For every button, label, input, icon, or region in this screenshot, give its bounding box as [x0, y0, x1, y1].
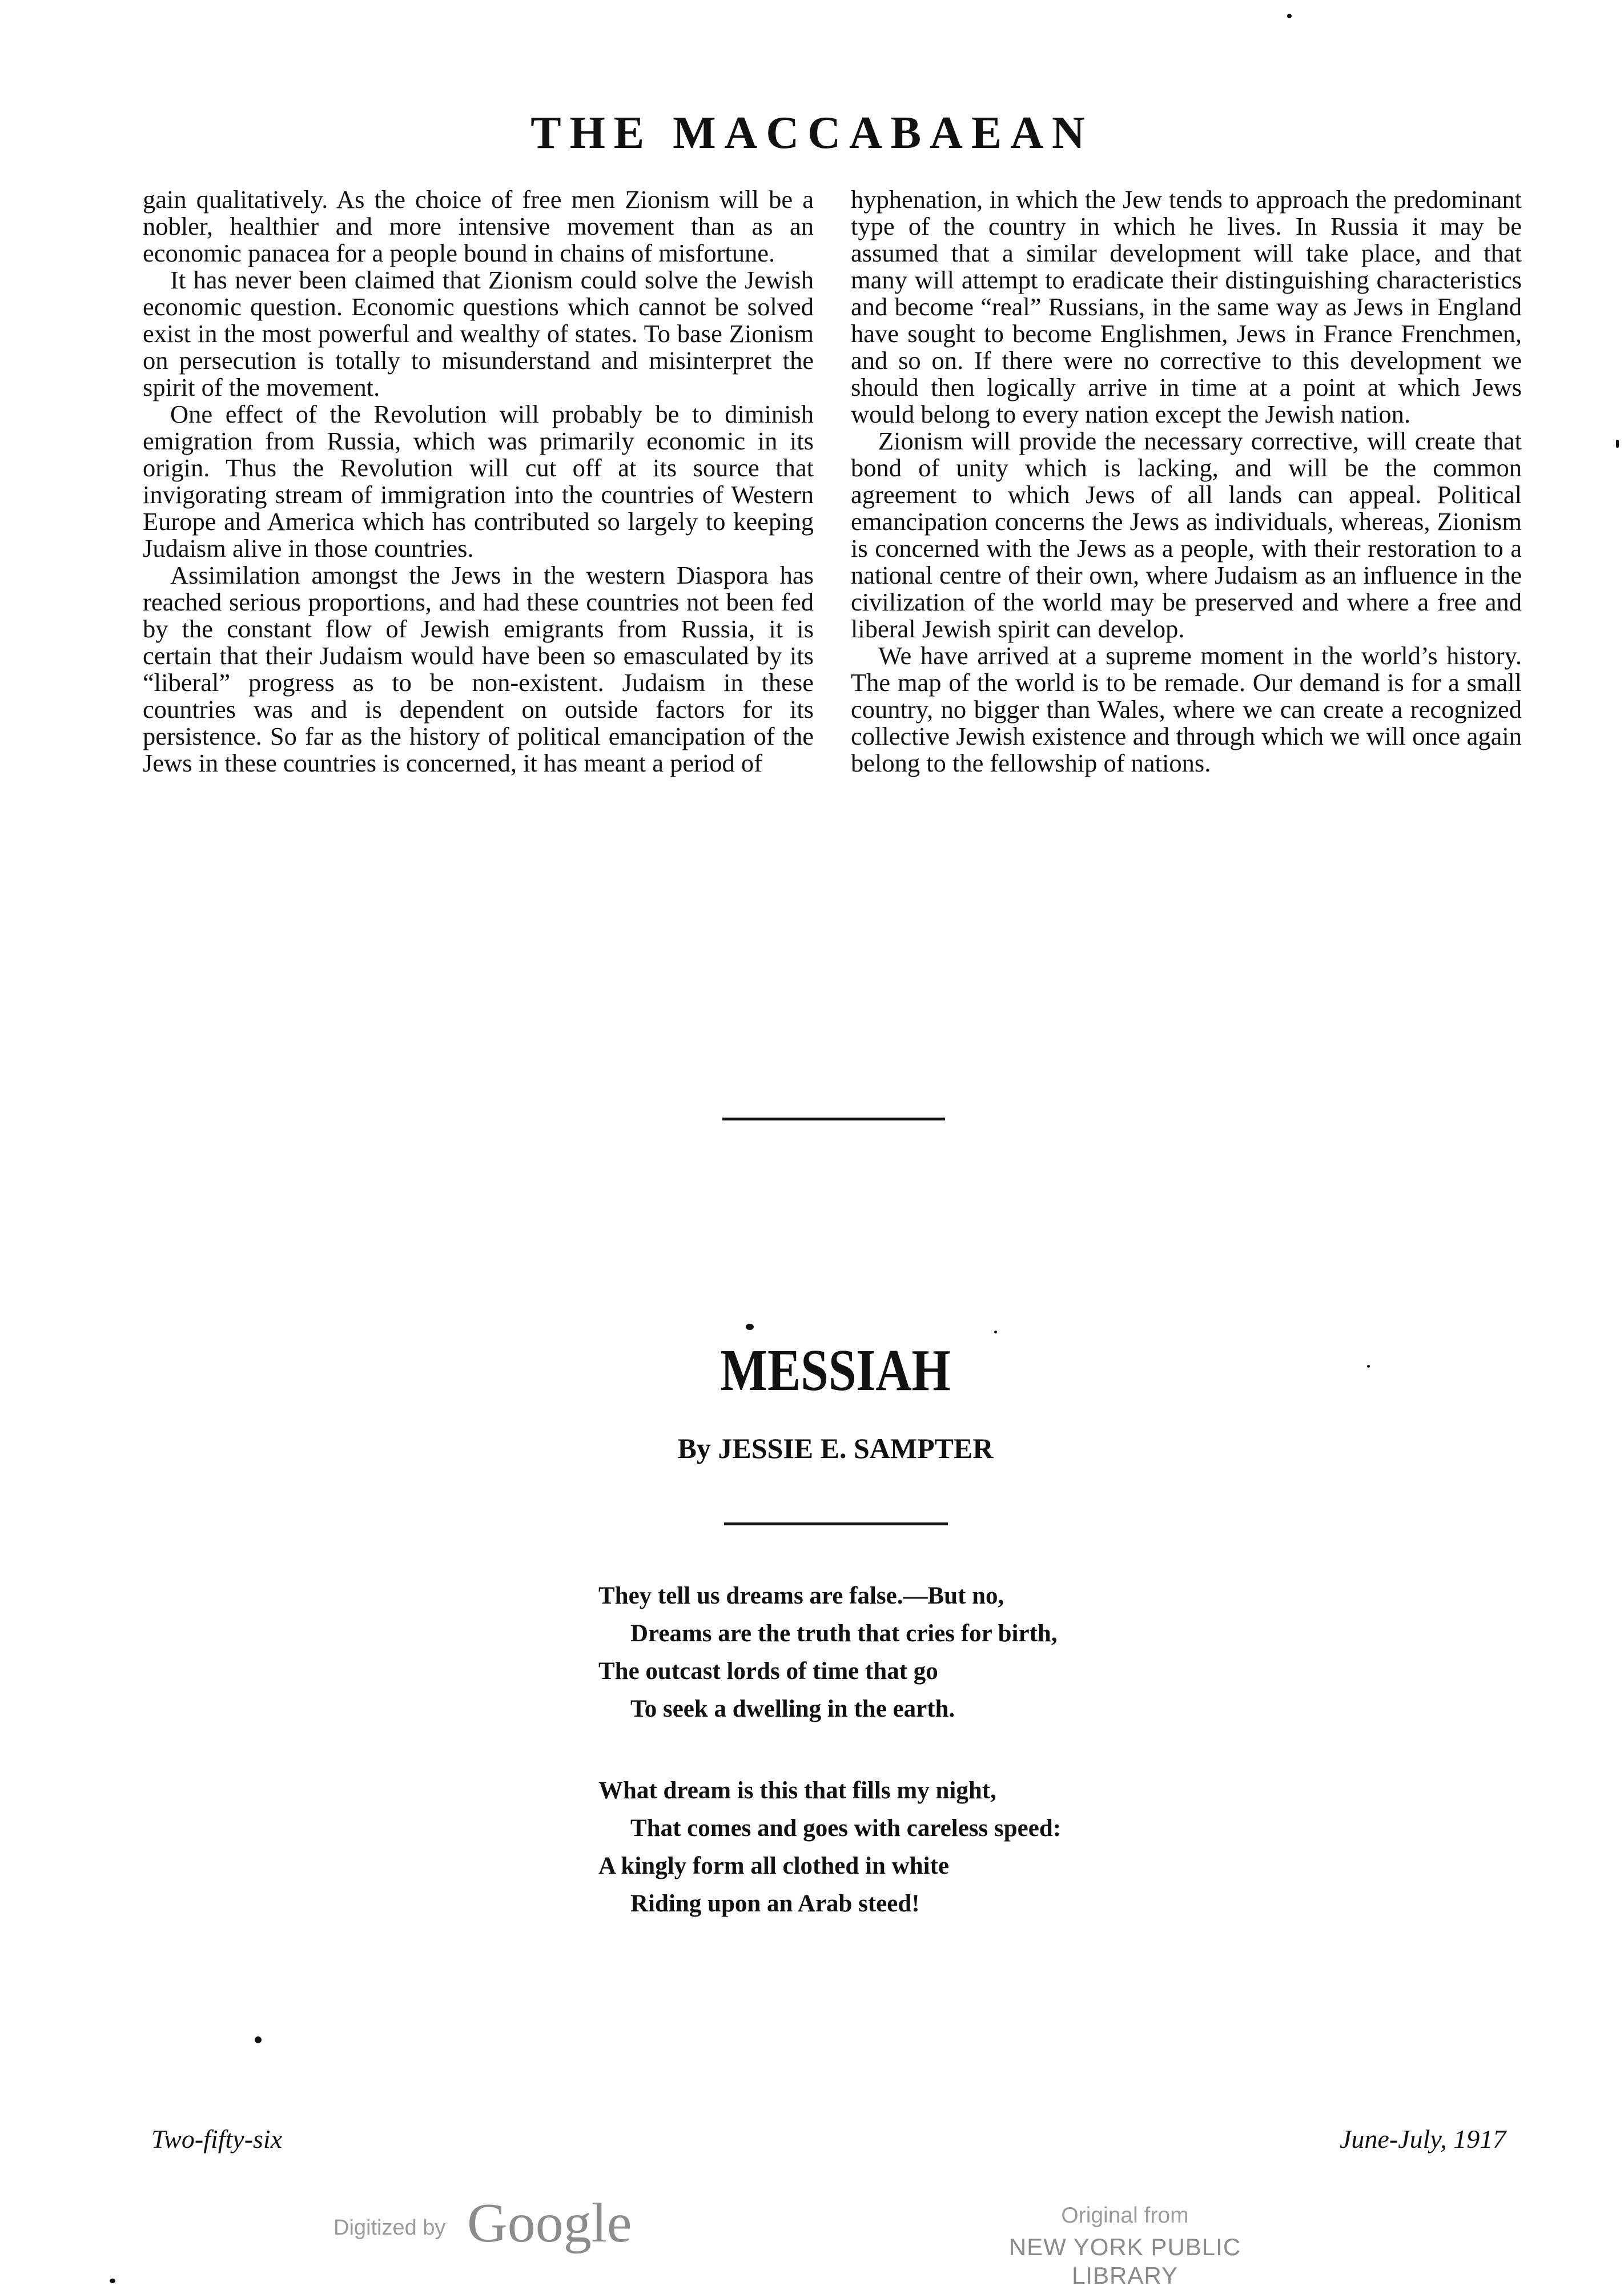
- poem-stanza: [598, 1577, 1227, 1728]
- scan-speck: [110, 2279, 115, 2283]
- poem-line: Dreams are the truth that cries for birth,: [630, 1620, 1058, 1647]
- poem-line: A kingly form all clothed in white: [598, 1853, 949, 1879]
- page-number-label: Two-fifty-six: [151, 2124, 283, 2154]
- poem-stanza: [598, 1772, 1227, 1923]
- title-divider-rule: [724, 1522, 948, 1525]
- library-name: NEW YORK PUBLIC LIBRARY: [1008, 2233, 1241, 2289]
- google-logo: Google: [467, 2192, 632, 2254]
- article-right-column: [851, 186, 1522, 777]
- article-paragraph: hyphenation, in which the Jew tends to approach the predominant type of the country in which he lives. In Russia it may be assumed that a similar development will take place, and that many will attempt to eradicate their distinguishing characteristics and become “real” Russians, in the same way as Jews in England have sought to become Englishmen, Jews in France Frenchmen, and so on. If there were no corrective to this development we should then logically arrive in time at a point at which Jews would belong to every nation except the Jewish nation.: [851, 185, 1522, 428]
- article-paragraph: Zionism will provide the necessary corrective, will create that bond of unity which is lacking, and will be the common agreement to which Jews of all lands can appeal. Political emancipation concerns the Jews as individuals, whereas, Zionism is concerned with the Jews as a people, with their restoration to a national centre of their own, where Judaism as an influence in the civilization of the world may be preserved and where a free and liberal Jewish spirit can develop.: [851, 427, 1522, 643]
- poem-line: The outcast lords of time that go: [598, 1658, 938, 1685]
- poem-byline: By JESSIE E. SAMPTER: [677, 1432, 994, 1464]
- scan-speck: [1616, 440, 1619, 448]
- digitized-by-label: Digitized by: [333, 2216, 446, 2240]
- poem-line: That comes and goes with careless speed:: [630, 1815, 1062, 1842]
- issue-date: June-July, 1917: [1340, 2124, 1506, 2154]
- article-paragraph: gain qualitatively. As the choice of free men Zionism will be a nobler, healthier and more intensive movement than as an economic panacea for a people bound in chains of misfortune.: [143, 185, 814, 267]
- article-paragraph: Assimilation amongst the Jews in the western Diaspora has reached serious proportions, and had these countries not been fed by the constant flow of Jewish emigrants from Russia, it is certain that their Judaism would have been so emasculated by its “liberal” progress as to be non-existent. Judaism in these countries was and is dependent on outside factors for its persistence. So far as the history of political emancipation of the Jews in these countries is concerned, it has meant a period of: [143, 561, 814, 777]
- article-paragraph: We have arrived at a supreme moment in the world’s history. The map of the world is to be remade. Our demand is for a small country, no bigger than Wales, where we can create a recognized collective Jewish existence and through which we will once again belong to the fellowship of nations.: [851, 641, 1522, 777]
- masthead: THE MACCABAEAN: [530, 108, 1094, 158]
- poem-line: Riding upon an Arab steed!: [630, 1890, 920, 1917]
- scan-speck: [255, 2036, 262, 2043]
- poem-body: [598, 1577, 1227, 1967]
- scan-speck: [746, 1324, 754, 1330]
- section-divider-rule: [722, 1118, 945, 1120]
- scan-speck: [1367, 1365, 1370, 1368]
- article-paragraph: One effect of the Revolution will probably be to diminish emigration from Russia, which was primarily economic in its origin. Thus the Revolution will cut off at its source that invigorating stream of immigration into the countries of Western Europe and America which has contributed so largely to keeping Judaism alive in those countries.: [143, 400, 814, 563]
- article-left-column: [143, 186, 814, 777]
- scan-speck: [994, 1331, 997, 1333]
- poem-line: To seek a dwelling in the earth.: [630, 1696, 955, 1722]
- poem-title: MESSIAH: [720, 1337, 951, 1403]
- original-from-label: Original from: [1061, 2203, 1189, 2228]
- scan-speck: [1287, 14, 1292, 18]
- poem-line: They tell us dreams are false.—But no,: [598, 1582, 1004, 1609]
- article-paragraph: It has never been claimed that Zionism could solve the Jewish economic question. Economic questions which cannot be solved exist in the most powerful and wealthy of states. To base Zionism on persecution is totally to misunderstand and misinterpret the spirit of the movement.: [143, 266, 814, 401]
- poem-line: What dream is this that fills my night,: [598, 1777, 996, 1804]
